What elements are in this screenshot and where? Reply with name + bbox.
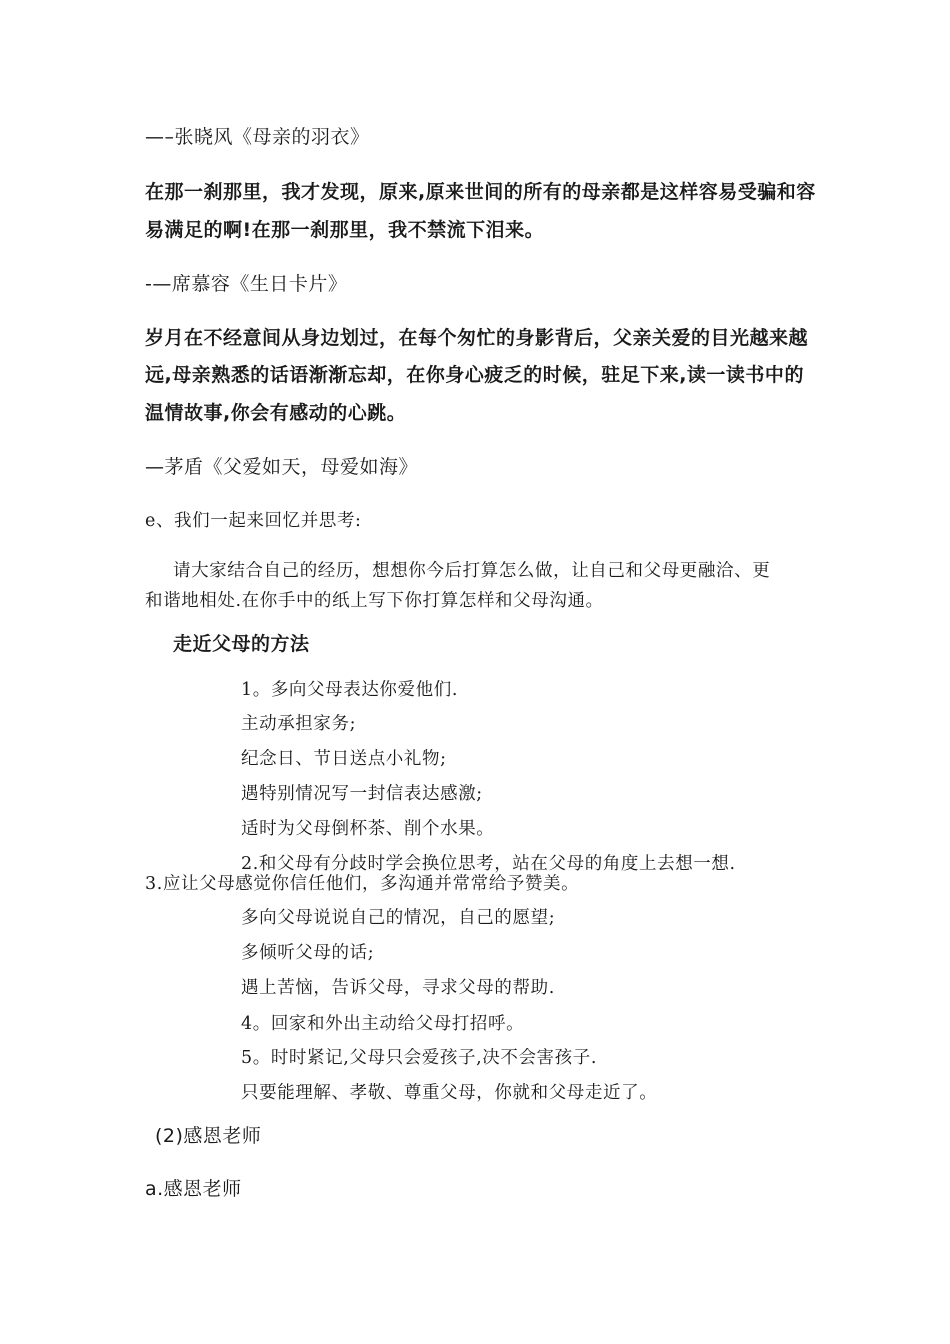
attribution-mao-dun: —茅盾《父爱如天，母爱如海》 xyxy=(145,456,419,478)
quote-time-line-2: 远,母亲熟悉的话语渐渐忘却，在你身心疲乏的时候，驻足下来,读一读书中的 xyxy=(145,364,804,386)
quote-time-line-3: 温情故事,你会有感动的心跳。 xyxy=(145,402,407,424)
attribution-xi-murong: -—席慕容《生日卡片》 xyxy=(145,273,348,295)
prompt-line-1: 请大家结合自己的经历，想想你今后打算怎么做，让自己和父母更融洽、更 xyxy=(173,561,771,581)
method-item-3-sub-2: 多倾听父母的话; xyxy=(241,943,375,963)
method-item-3: 3.应让父母感觉你信任他们，多沟通并常常给予赞美。 xyxy=(145,874,580,894)
section-2-heading: (2)感恩老师 xyxy=(155,1125,262,1147)
methods-heading: 走近父母的方法 xyxy=(173,633,310,655)
method-item-1-sub-3: 遇特别情况写一封信表达感激; xyxy=(241,784,483,804)
quote-time-line-1: 岁月在不经意间从身边划过，在每个匆忙的身影背后，父亲关爱的目光越来越 xyxy=(145,327,809,349)
attribution-zhang-xiaofeng: —–张晓风《母亲的羽衣》 xyxy=(145,126,370,148)
quote-mother-line-2: 易满足的啊!在那一刹那里，我不禁流下泪来。 xyxy=(145,219,545,241)
method-item-3-sub-3: 遇上苦恼，告诉父母，寻求父母的帮助. xyxy=(241,978,555,998)
methods-conclusion: 只要能理解、孝敬、尊重父母，你就和父母走近了。 xyxy=(241,1083,658,1103)
section-e-heading: e、我们一起来回忆并思考: xyxy=(145,511,362,531)
method-item-4: 4。回家和外出主动给父母打招呼。 xyxy=(241,1014,525,1034)
quote-mother-line-1: 在那一刹那里，我才发现，原来,原来世间的所有的母亲都是这样容易受骗和容 xyxy=(145,181,816,203)
method-item-2: 2.和父母有分歧时学会换位思考，站在父母的角度上去想一想. xyxy=(241,854,736,874)
section-a-heading: a.感恩老师 xyxy=(145,1178,242,1200)
method-item-1-sub-1: 主动承担家务; xyxy=(241,714,357,734)
method-item-3-sub-1: 多向父母说说自己的情况，自己的愿望; xyxy=(241,908,556,928)
prompt-line-2: 和谐地相处.在你手中的纸上写下你打算怎样和父母沟通。 xyxy=(145,591,604,611)
method-item-1: 1。多向父母表达你爱他们. xyxy=(241,680,458,700)
method-item-5: 5。时时紧记,父母只会爱孩子,决不会害孩子. xyxy=(241,1048,598,1068)
method-item-1-sub-4: 适时为父母倒杯茶、削个水果。 xyxy=(241,819,495,839)
method-item-1-sub-2: 纪念日、节日送点小礼物; xyxy=(241,749,447,769)
